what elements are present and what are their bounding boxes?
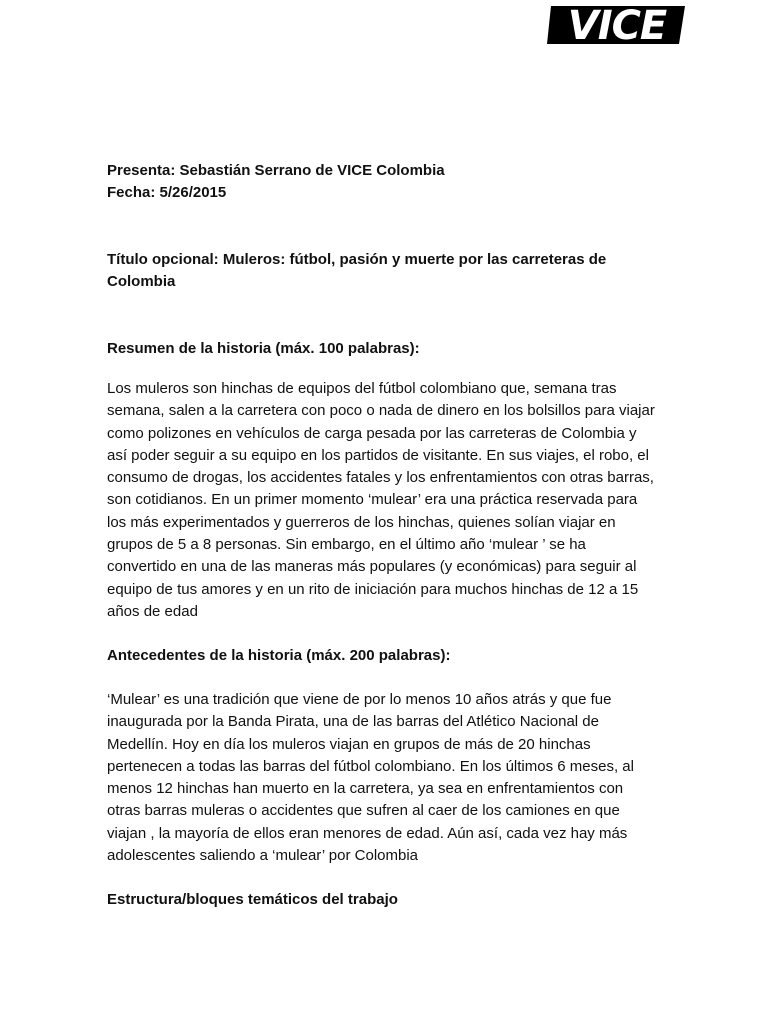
structure-heading-text: Estructura/bloques temáticos del trabajo [107,891,398,908]
background-heading [107,645,667,667]
summary-paragraph [107,378,667,623]
background-paragraph [107,689,667,867]
vice-logo-graphic [545,2,689,48]
summary-body-text: Los muleros son hinchas de equipos del fútbol colombiano que, semana tras semana, salen a la carretera con poco o nada de dinero en los bolsillos para viajar como polizones en vehículos de carga pesada por las carreteras de Colombia y así poder seguir a su equipo en los partidos de visitante. En sus viajes, el robo, el consumo de drogas, los accidentes fatales y los enfrentamientos con otras barras, son cotidianos. En un primer momento ‘mulear’ era una práctica reservada para los más experimentados y guerreros de los hinchas, quienes solían viajar en grupos de 5 a 8 personas. Sin embargo, en el último año ‘mulear ’ se ha convertido en una de las maneras más populares (y económicas) para seguir al equipo de tus amores y en un rito de iniciación para muchos hinchas de 12 a 15 años de edad [107,380,655,620]
document-meta [107,160,667,205]
background-heading-text: Antecedentes de la historia (máx. 200 palabras): [107,647,451,664]
vice-logo [545,2,689,48]
document-title [107,249,667,294]
vice-logo-text: VICE [567,3,667,48]
summary-heading-text: Resumen de la historia (máx. 100 palabras): [107,340,420,357]
date-line: Fecha: 5/26/2015 [107,184,227,202]
presenter-line: Presenta: Sebastián Serrano de VICE Colombia [107,162,445,179]
background-body-text: ‘Mulear’ es una tradición que viene de por lo menos 10 años atrás y que fue inaugurada por la Banda Pirata, una de las barras del Atlético Nacional de Medellín. Hoy en día los muleros viajan en grupos de más de 20 hinchas pertenecen a todas las barras del fútbol colombiano. En los últimos 6 meses, al menos 12 hinchas han muerto en la carretera, ya sea en enfrentamientos con otras barras muleras o accidentes que sufren al caer de los camiones en que viajan , la mayoría de ellos eran menores de edad. Aún así, cada vez hay más adolescentes saliendo a ‘mulear’ por Colombia [107,691,634,865]
summary-heading [107,338,667,360]
title-text: Título opcional: Muleros: fútbol, pasión y muerte por las carreteras de Colombia [107,251,607,291]
structure-heading [107,889,667,911]
